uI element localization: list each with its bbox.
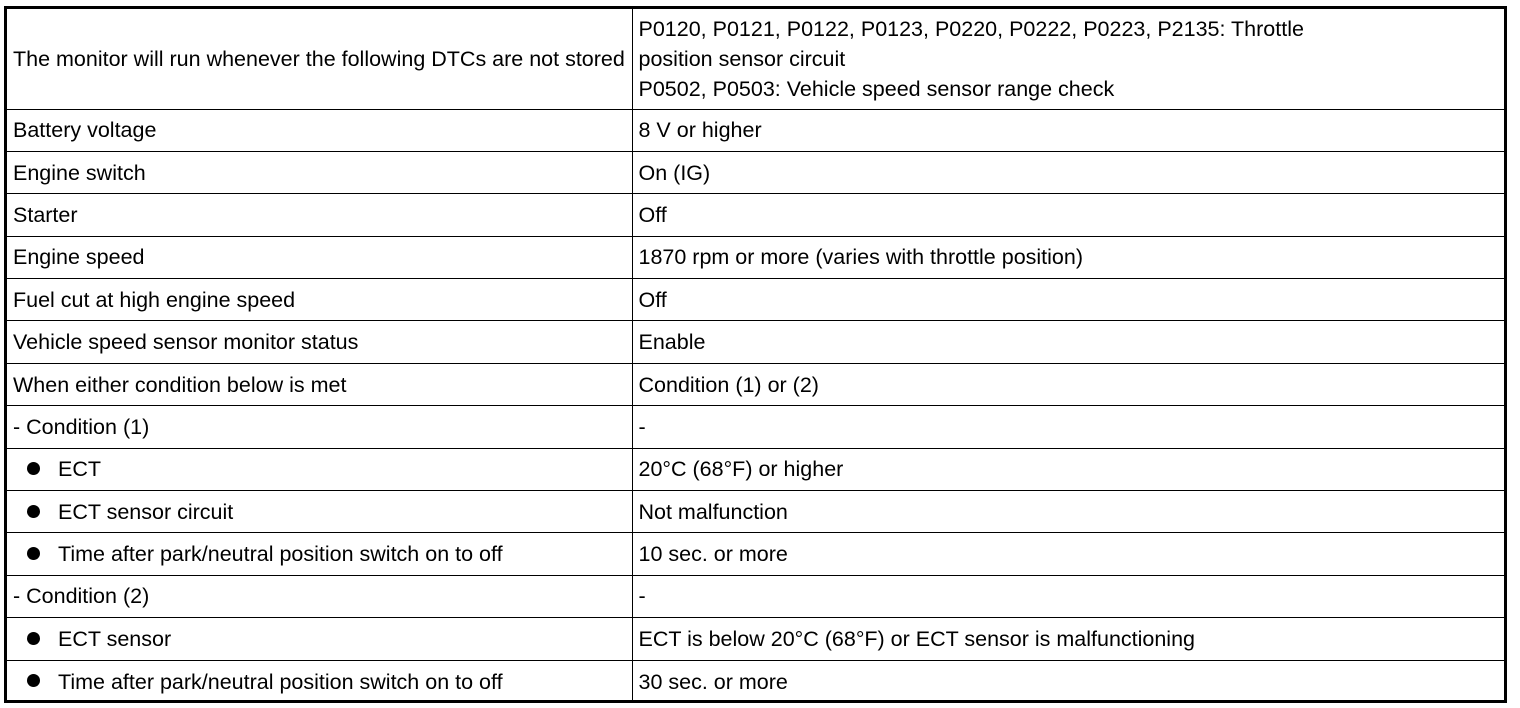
bullet-icon xyxy=(27,674,40,687)
value-cell: Not malfunction xyxy=(632,491,1504,533)
condition-cell xyxy=(7,533,632,575)
condition-cell: Vehicle speed sensor monitor status xyxy=(7,321,632,363)
table-row xyxy=(7,406,1504,448)
value-cell: - xyxy=(632,406,1504,448)
table-row xyxy=(7,363,1504,405)
value-cell: On (IG) xyxy=(632,151,1504,193)
bullet-icon xyxy=(27,632,40,645)
condition-cell: Engine switch xyxy=(7,151,632,193)
value-cell: 20°C (68°F) or higher xyxy=(632,448,1504,490)
condition-label: The monitor will run whenever the following DTCs are not stored xyxy=(13,46,625,71)
value-cell: Off xyxy=(632,194,1504,236)
value-cell: 30 sec. or more xyxy=(632,660,1504,702)
condition-cell xyxy=(7,618,632,660)
value-line: position sensor circuit xyxy=(638,46,846,71)
condition-group-header: - Condition (1) xyxy=(7,406,632,448)
table-row xyxy=(7,448,1504,490)
table-row xyxy=(7,491,1504,533)
condition-cell: Starter xyxy=(7,194,632,236)
value-cell: ECT is below 20°C (68°F) or ECT sensor is malfunctioning xyxy=(632,618,1504,660)
condition-label: Time after park/neutral position switch on to off xyxy=(58,542,503,567)
condition-cell: Fuel cut at high engine speed xyxy=(7,279,632,321)
table-row xyxy=(7,109,1504,151)
condition-group-header: - Condition (2) xyxy=(7,575,632,617)
condition-cell: Engine speed xyxy=(7,236,632,278)
monitor-conditions-table xyxy=(4,6,1507,703)
condition-label: ECT sensor xyxy=(58,626,172,651)
value-cell: 10 sec. or more xyxy=(632,533,1504,575)
table-row xyxy=(7,279,1504,321)
bullet-icon xyxy=(27,547,40,560)
condition-cell xyxy=(7,660,632,702)
value-cell: - xyxy=(632,575,1504,617)
table-row xyxy=(7,321,1504,363)
value-line: P0502, P0503: Vehicle speed sensor range check xyxy=(638,76,1115,101)
table-row xyxy=(7,9,1504,109)
value-cell: 8 V or higher xyxy=(632,109,1504,151)
table-row xyxy=(7,151,1504,193)
table-row xyxy=(7,533,1504,575)
value-cell: 1870 rpm or more (varies with throttle position) xyxy=(632,236,1504,278)
condition-label: ECT xyxy=(58,457,101,482)
table-row xyxy=(7,575,1504,617)
value-cell: Off xyxy=(632,279,1504,321)
conditions-table xyxy=(7,9,1504,702)
condition-cell xyxy=(7,9,632,109)
condition-label: Time after park/neutral position switch on to off xyxy=(58,669,503,694)
condition-cell: When either condition below is met xyxy=(7,363,632,405)
condition-cell xyxy=(7,448,632,490)
condition-cell: Battery voltage xyxy=(7,109,632,151)
bullet-icon xyxy=(27,505,40,518)
value-cell: Enable xyxy=(632,321,1504,363)
condition-cell xyxy=(7,491,632,533)
value-cell: Condition (1) or (2) xyxy=(632,363,1504,405)
table-row xyxy=(7,236,1504,278)
value-cell xyxy=(632,9,1504,109)
table-row xyxy=(7,618,1504,660)
table-row xyxy=(7,660,1504,702)
bullet-icon xyxy=(27,462,40,475)
condition-label: ECT sensor circuit xyxy=(58,499,234,524)
value-line: P0120, P0121, P0122, P0123, P0220, P0222, P0223, P2135: Throttle xyxy=(638,16,1304,41)
table-row xyxy=(7,194,1504,236)
